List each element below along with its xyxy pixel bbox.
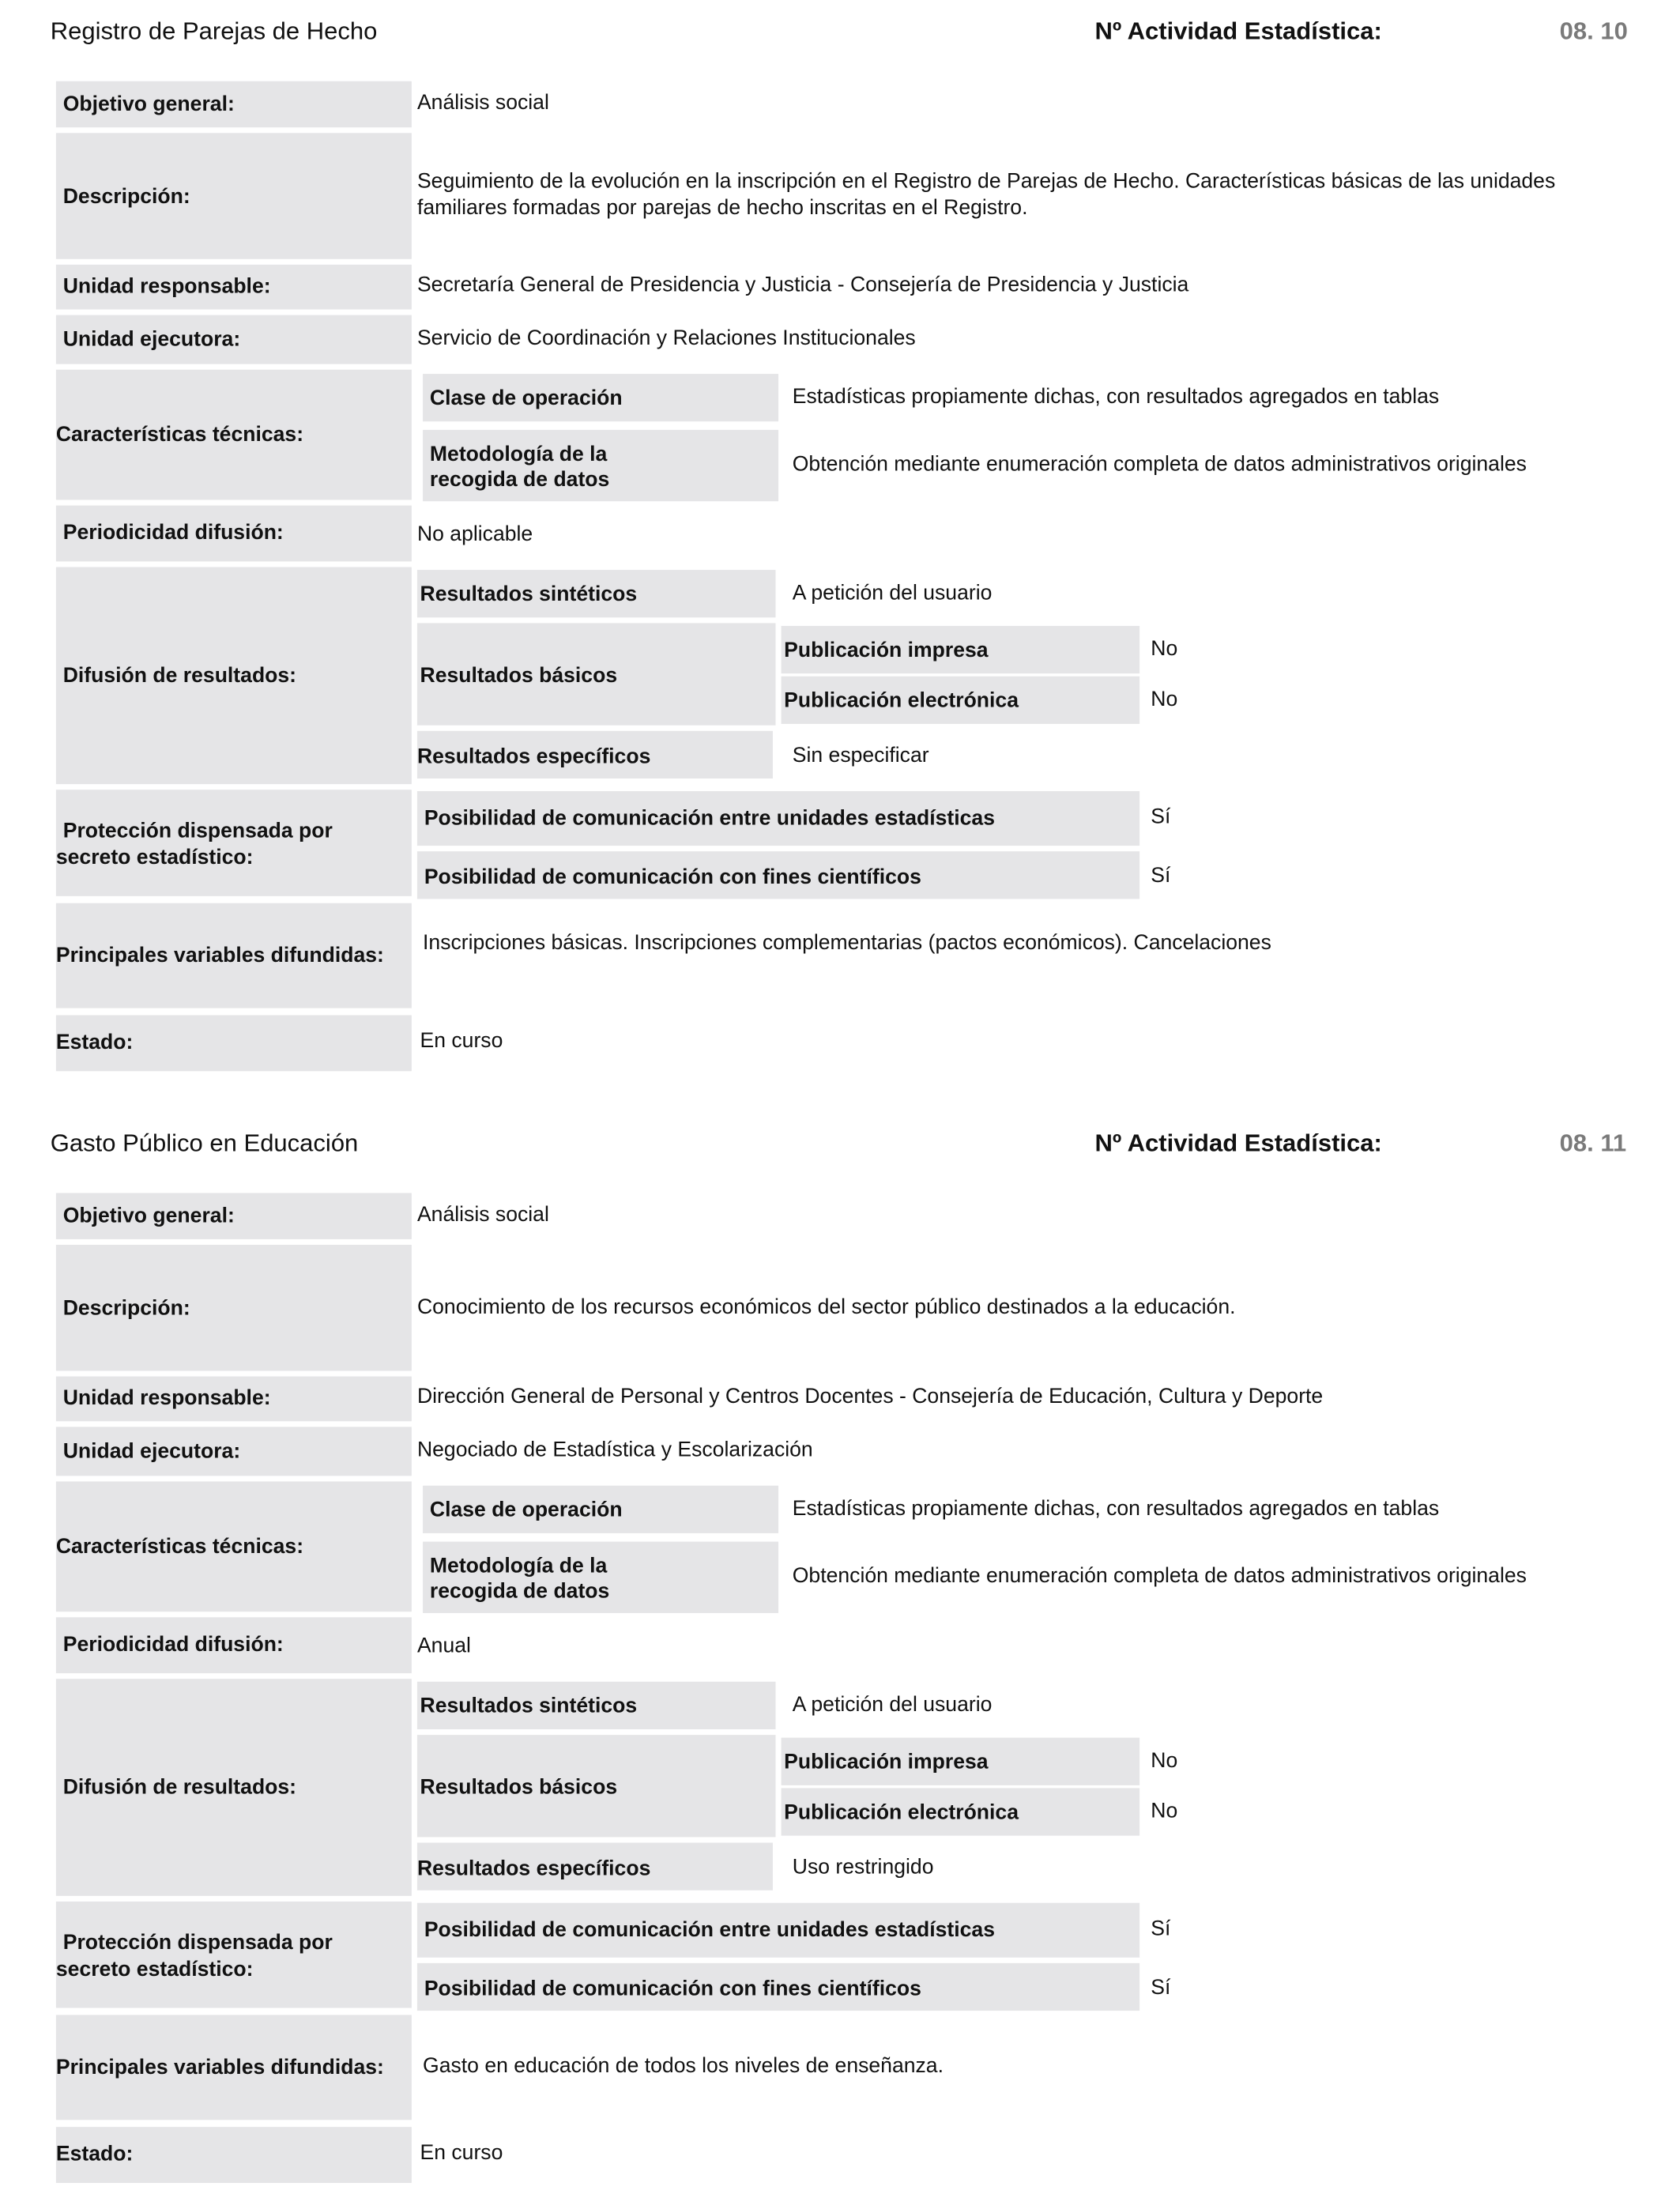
value-electronica: No xyxy=(1151,687,1178,712)
value-unidad-responsable: Secretaría General de Presidencia y Justicia - Consejería de Presidencia y Justicia xyxy=(416,273,1189,297)
record-registro-parejas xyxy=(0,0,1680,1092)
sublabel-basicos: Resultados básicos xyxy=(420,1775,618,1800)
label-descripcion: Descripción: xyxy=(62,1296,190,1321)
label-unidad-responsable: Unidad responsable: xyxy=(62,1385,271,1411)
value-unidad-responsable: Dirección General de Personal y Centros Docentes - Consejería de Educación, Cultura y Deporte xyxy=(416,1385,1324,1409)
sublabel-impresa: Publicación impresa xyxy=(784,1750,989,1774)
value-impresa: No xyxy=(1151,637,1178,662)
sublabel-metodologia-line1: Metodología de la xyxy=(429,1554,608,1578)
label-unidad-ejecutora: Unidad ejecutora: xyxy=(62,1439,241,1464)
value-periodicidad: No aplicable xyxy=(416,522,533,546)
label-caracteristicas: Características técnicas: xyxy=(55,1534,304,1559)
sublabel-sinteticos: Resultados sintéticos xyxy=(420,1694,638,1718)
sublabel-com-unidades: Posibilidad de comunicación entre unidades estadísticas xyxy=(424,1918,995,1943)
record-gasto-educacion xyxy=(0,1112,1680,2193)
value-impresa: No xyxy=(1151,1748,1178,1773)
label-difusion: Difusión de resultados: xyxy=(62,663,297,688)
sublabel-electronica: Publicación electrónica xyxy=(784,688,1019,713)
value-variables: Gasto en educación de todos los niveles de enseñanza. xyxy=(423,2054,944,2079)
label-proteccion-line1: Protección dispensada por xyxy=(62,819,333,843)
record-title: Gasto Público en Educación xyxy=(50,1128,359,1157)
value-com-unidades: Sí xyxy=(1151,805,1171,829)
value-periodicidad: Anual xyxy=(416,1634,471,1658)
activity-number: 08. 10 xyxy=(1559,17,1628,45)
value-unidad-ejecutora: Negociado de Estadística y Escolarización xyxy=(416,1438,813,1462)
value-especificos: Sin especificar xyxy=(792,743,929,767)
sublabel-especificos: Resultados específicos xyxy=(416,745,651,769)
sublabel-basicos: Resultados básicos xyxy=(420,663,618,688)
label-proteccion-line2: secreto estadístico: xyxy=(55,1957,254,1981)
label-caracteristicas: Características técnicas: xyxy=(55,423,304,447)
value-clase-operacion: Estadísticas propiamente dichas, con resultados agregados en tablas xyxy=(792,385,1440,409)
value-com-cientificos: Sí xyxy=(1151,1975,1171,2000)
value-sinteticos: A petición del usuario xyxy=(792,581,993,605)
value-metodologia: Obtención mediante enumeración completa de datos administrativos originales xyxy=(792,1563,1527,1589)
activity-number-label: Nº Actividad Estadística: xyxy=(1094,1128,1382,1157)
value-especificos: Uso restringido xyxy=(792,1855,934,1879)
value-objetivo: Análisis social xyxy=(416,1202,549,1227)
sublabel-electronica: Publicación electrónica xyxy=(784,1800,1019,1825)
value-objetivo: Análisis social xyxy=(416,91,549,115)
label-variables: Principales variables difundidas: xyxy=(55,944,384,968)
value-electronica: No xyxy=(1151,1799,1178,1823)
sublabel-metodologia-line2: recogida de datos xyxy=(429,1579,610,1604)
record-title: Registro de Parejas de Hecho xyxy=(50,17,378,45)
value-descripcion: Seguimiento de la evolución en la inscripción en el Registro de Parejas de Hecho. Características básicas de las unidades familiares formadas por parejas de hecho inscritas en el Registro. xyxy=(416,169,1556,220)
sublabel-impresa: Publicación impresa xyxy=(784,638,989,662)
value-descripcion: Conocimiento de los recursos económicos del sector público destinados a la educación. xyxy=(416,1295,1236,1319)
label-estado: Estado: xyxy=(55,2142,134,2166)
sublabel-metodologia-line2: recogida de datos xyxy=(429,467,610,492)
value-metodologia: Obtención mediante enumeración completa de datos administrativos originales xyxy=(792,452,1527,477)
value-estado: En curso xyxy=(420,2140,503,2165)
value-estado: En curso xyxy=(420,1029,503,1054)
label-periodicidad: Periodicidad difusión: xyxy=(62,521,284,545)
label-proteccion-line1: Protección dispensada por xyxy=(62,1931,333,1955)
value-clase-operacion: Estadísticas propiamente dichas, con resultados agregados en tablas xyxy=(792,1496,1440,1521)
sublabel-clase-operacion: Clase de operación xyxy=(429,386,623,411)
label-estado: Estado: xyxy=(55,1030,134,1055)
label-difusion: Difusión de resultados: xyxy=(62,1775,297,1800)
label-proteccion-line2: secreto estadístico: xyxy=(55,846,254,870)
sublabel-sinteticos: Resultados sintéticos xyxy=(420,582,638,607)
sublabel-com-cientificos: Posibilidad de comunicación con fines científicos xyxy=(424,865,921,890)
label-periodicidad: Periodicidad difusión: xyxy=(62,1632,284,1657)
activity-number-label: Nº Actividad Estadística: xyxy=(1094,17,1382,45)
label-unidad-ejecutora: Unidad ejecutora: xyxy=(62,327,241,352)
value-variables: Inscripciones básicas. Inscripciones complementarias (pactos económicos). Cancelaciones xyxy=(423,931,1271,956)
label-unidad-responsable: Unidad responsable: xyxy=(62,274,271,299)
label-descripcion: Descripción: xyxy=(62,184,190,209)
sublabel-especificos: Resultados específicos xyxy=(416,1857,651,1881)
value-sinteticos: A petición del usuario xyxy=(792,1692,993,1717)
activity-number: 08. 11 xyxy=(1559,1128,1627,1157)
label-objetivo: Objetivo general: xyxy=(62,1204,235,1228)
label-variables: Principales variables difundidas: xyxy=(55,2055,384,2079)
value-com-cientificos: Sí xyxy=(1151,864,1171,888)
sublabel-metodologia-line1: Metodología de la xyxy=(429,442,608,466)
sublabel-clase-operacion: Clase de operación xyxy=(429,1498,623,1522)
value-com-unidades: Sí xyxy=(1151,1917,1171,1941)
sublabel-com-unidades: Posibilidad de comunicación entre unidades estadísticas xyxy=(424,806,995,831)
label-objetivo: Objetivo general: xyxy=(62,92,235,117)
value-unidad-ejecutora: Servicio de Coordinación y Relaciones Institucionales xyxy=(416,326,916,350)
sublabel-com-cientificos: Posibilidad de comunicación con fines científicos xyxy=(424,1977,921,2001)
